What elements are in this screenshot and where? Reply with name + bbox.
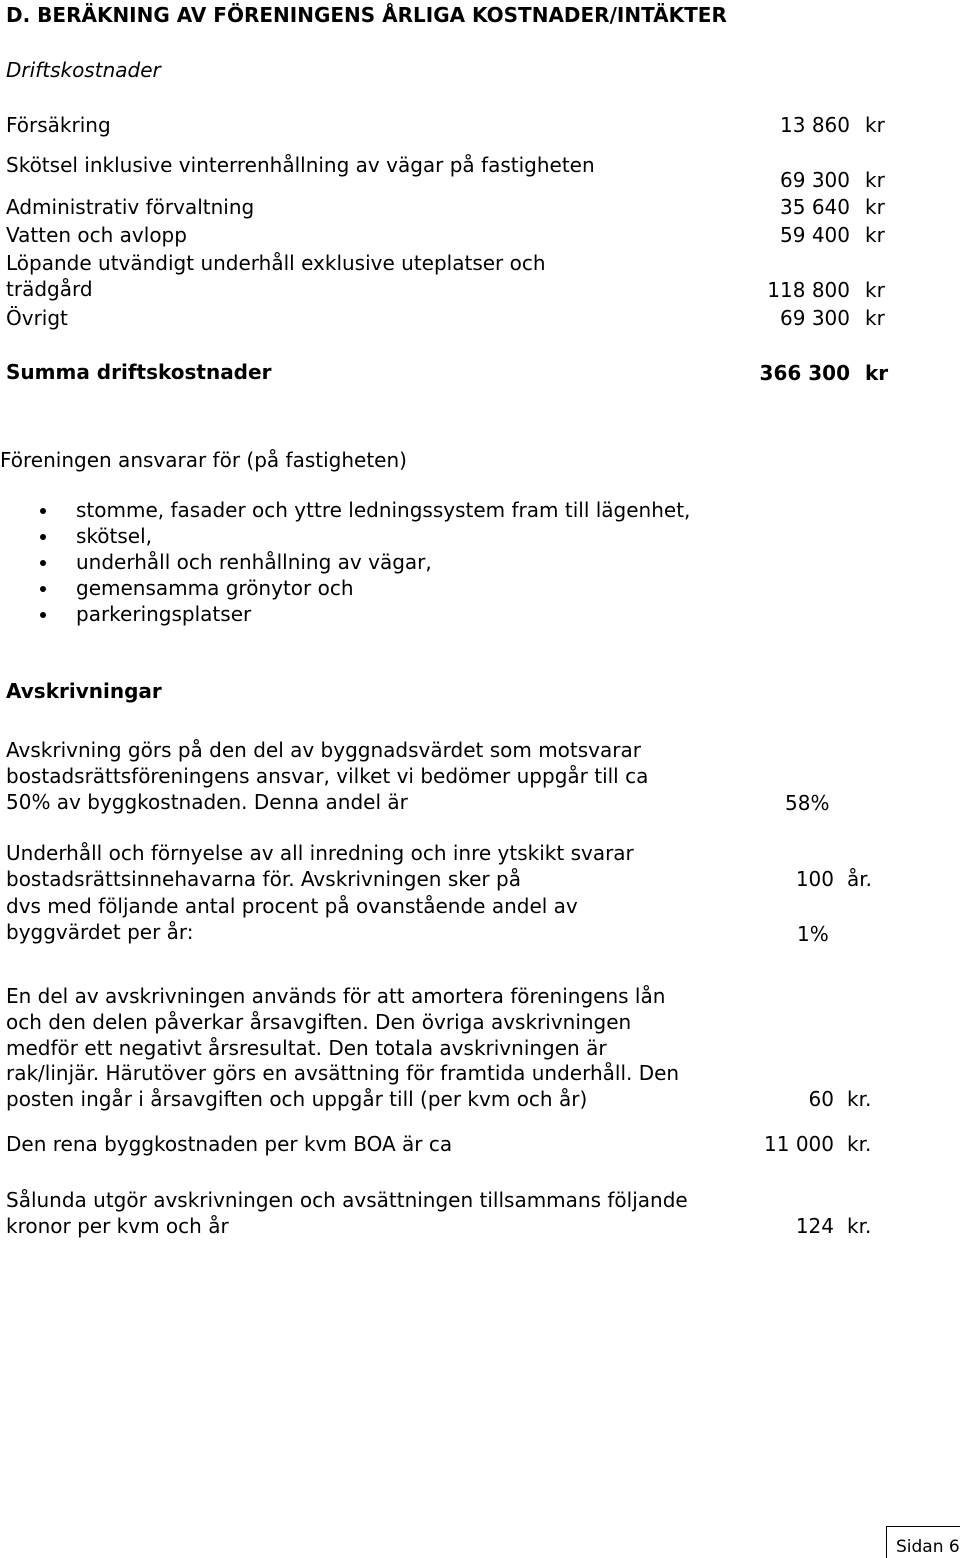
depreciation-text: 50% av byggkostnaden. Denna andel är — [6, 790, 408, 814]
responsibility-intro: Föreningen ansvarar för (på fastigheten) — [0, 448, 407, 472]
drift-item-unit: kr — [865, 168, 885, 192]
drift-item-amount: 13 860 — [780, 113, 850, 137]
drift-item-unit: kr — [865, 113, 885, 137]
bullet-text: gemensamma grönytor och — [76, 576, 354, 600]
drift-item-unit: kr — [865, 195, 885, 219]
drift-item-label: Vatten och avlopp — [6, 223, 187, 247]
bullet-icon — [40, 612, 46, 618]
drift-item-unit: kr — [865, 306, 885, 330]
bullet-text: underhåll och renhållning av vägar, — [76, 550, 432, 574]
bullet-text: skötsel, — [76, 524, 153, 548]
depreciation-percent-value: 1% — [797, 922, 829, 946]
drift-item-unit: kr — [865, 223, 885, 247]
bullet-icon — [40, 534, 46, 540]
bullet-icon — [40, 508, 46, 514]
depreciation-years-unit: år. — [847, 867, 872, 891]
depreciation-text: Underhåll och förnyelse av all inredning och inre ytskikt svarar — [6, 841, 634, 865]
page-heading: D. BERÄKNING AV FÖRENINGENS ÅRLIGA KOSTNADER/INTÄKTER — [6, 3, 727, 27]
drift-item-label: Försäkring — [6, 113, 111, 137]
total-per-sqm-unit: kr. — [847, 1214, 872, 1238]
provision-value: 60 — [808, 1087, 834, 1111]
drift-item-label: trädgård — [6, 277, 93, 301]
depreciation-text: posten ingår i årsavgiften och uppgår till (per kvm och år) — [6, 1087, 588, 1111]
provision-unit: kr. — [847, 1087, 872, 1111]
depreciation-text: bostadsrättsföreningens ansvar, vilket vi bedömer uppgår till ca — [6, 764, 649, 788]
depreciation-text: medför ett negativt årsresultat. Den totala avskrivningen är — [6, 1036, 607, 1060]
drift-item-amount: 35 640 — [780, 195, 850, 219]
drift-sum-label: Summa driftskostnader — [6, 360, 272, 384]
share-percent-value: 58% — [785, 791, 830, 815]
depreciation-text: och den delen påverkar årsavgiften. Den övriga avskrivningen — [6, 1010, 632, 1034]
depreciation-years-value: 100 — [795, 867, 834, 891]
depreciation-title: Avskrivningar — [6, 679, 162, 703]
page-number: Sidan 6 — [896, 1537, 960, 1557]
depreciation-text: rak/linjär. Härutöver görs en avsättning för framtida underhåll. Den — [6, 1061, 680, 1085]
drift-item-label: Övrigt — [6, 306, 68, 330]
depreciation-text: kronor per kvm och år — [6, 1214, 229, 1238]
drift-sum-unit: kr — [865, 361, 889, 385]
drift-subtitle: Driftskostnader — [6, 58, 161, 82]
depreciation-text: Den rena byggkostnaden per kvm BOA är ca — [6, 1132, 453, 1156]
drift-item-amount: 69 300 — [780, 168, 850, 192]
drift-item-unit: kr — [865, 278, 885, 302]
drift-item-amount: 69 300 — [780, 306, 850, 330]
drift-item-label: Administrativ förvaltning — [6, 195, 255, 219]
bullet-icon — [40, 586, 46, 592]
depreciation-text: En del av avskrivningen används för att amortera föreningens lån — [6, 984, 666, 1008]
depreciation-text: Avskrivning görs på den del av byggnadsvärdet som motsvarar — [6, 738, 641, 762]
drift-item-amount: 118 800 — [767, 278, 850, 302]
bullet-icon — [40, 560, 46, 566]
depreciation-text: bostadsrättsinnehavarna för. Avskrivningen sker på — [6, 867, 521, 891]
bullet-text: parkeringsplatser — [76, 602, 252, 626]
bullet-text: stomme, fasader och yttre ledningssystem fram till lägenhet, — [76, 498, 691, 522]
drift-item-amount: 59 400 — [780, 223, 850, 247]
drift-sum-amount: 366 300 — [759, 361, 850, 385]
total-per-sqm-value: 124 — [795, 1214, 834, 1238]
drift-item-label: Löpande utvändigt underhåll exklusive uteplatser och — [6, 251, 546, 275]
depreciation-text: byggvärdet per år: — [6, 920, 194, 944]
build-cost-unit: kr. — [847, 1132, 872, 1156]
depreciation-text: Sålunda utgör avskrivningen och avsättningen tillsammans följande — [6, 1188, 688, 1212]
build-cost-value: 11 000 — [764, 1132, 834, 1156]
depreciation-text: dvs med följande antal procent på ovanstående andel av — [6, 894, 578, 918]
drift-item-label: Skötsel inklusive vinterrenhållning av vägar på fastigheten — [6, 153, 595, 177]
